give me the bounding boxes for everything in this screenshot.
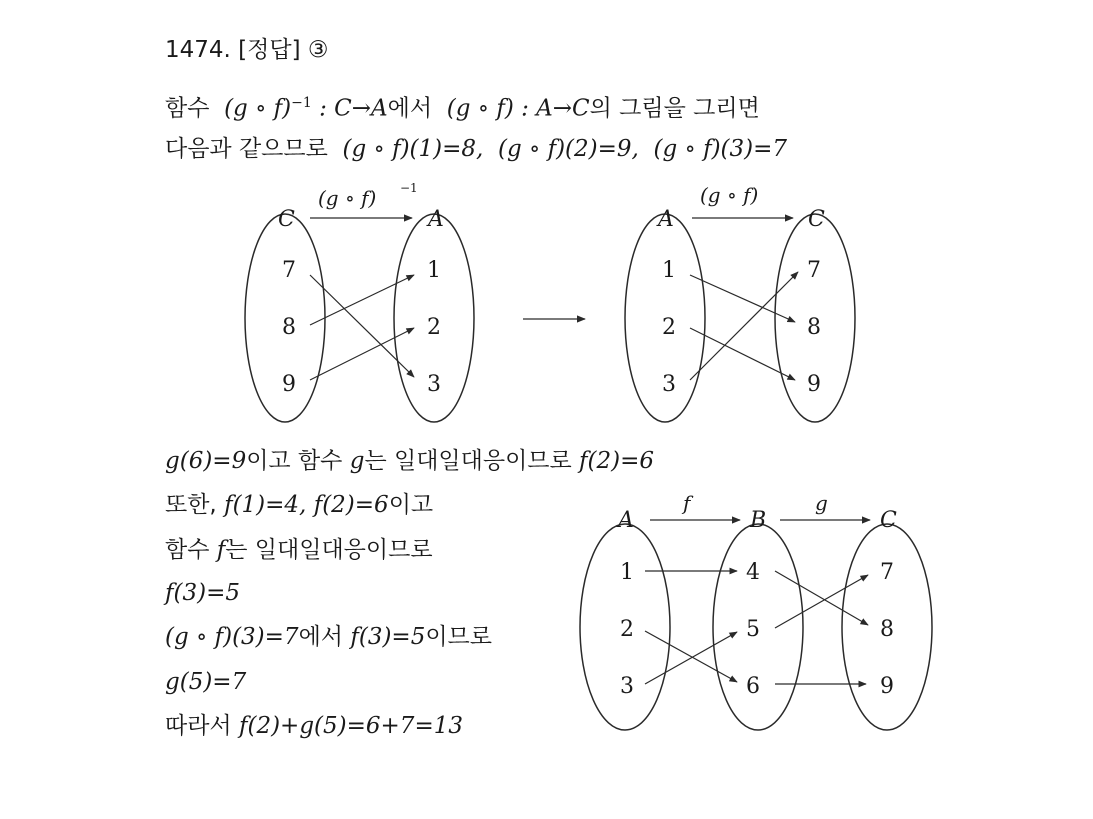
element-2-b: 2 xyxy=(662,315,676,340)
problem-header: 1474. [정답] ③ xyxy=(165,37,329,63)
map-3-7 xyxy=(690,272,798,380)
map-9-2 xyxy=(310,328,414,380)
body-text-7a: 따라서 xyxy=(165,713,232,739)
f2-eq: f(2)=6 xyxy=(579,448,655,474)
element-9-b: 9 xyxy=(807,372,821,397)
map-1-8 xyxy=(690,275,795,322)
diagram-inverse xyxy=(245,181,474,422)
intro-text-3: 의 그림을 그리면 xyxy=(589,95,760,122)
element-3-b: 3 xyxy=(662,372,676,397)
body-line-4 xyxy=(165,578,240,608)
equation-2: (g ∘ f)(2)=9, xyxy=(497,136,639,162)
body-text-1b: 이고 함수 xyxy=(246,448,343,474)
intro2-text: 다음과 같으므로 xyxy=(165,136,328,162)
body-text-2a: 또한, xyxy=(165,492,217,518)
map-5-7 xyxy=(775,575,868,628)
inverse-mapping: : C→A xyxy=(319,95,388,122)
map-2-9 xyxy=(690,328,795,380)
set-c-label-3: C xyxy=(880,508,897,533)
body-text-1d: 는 일대일대응이므로 xyxy=(364,448,572,474)
gf3-eq: (g ∘ f)(3)=7 xyxy=(165,624,299,650)
intro-text-2: 에서 xyxy=(387,95,433,122)
f2-eq-2: f(2)=6 xyxy=(313,492,389,518)
f-label: f xyxy=(683,491,691,515)
g6-eq: g(6)=9 xyxy=(165,448,247,474)
element-a2: 2 xyxy=(620,617,634,642)
inverse-function: (g ∘ f) xyxy=(224,95,292,122)
body-line-5 xyxy=(165,622,492,652)
body-text-2d: 이고 xyxy=(388,492,434,518)
element-3: 3 xyxy=(427,372,441,397)
diagram-forward xyxy=(625,183,855,422)
f3-eq: f(3)=5 xyxy=(165,580,240,606)
arrow-label-2: (g ∘ f) xyxy=(700,183,759,207)
map-8-1 xyxy=(310,275,414,325)
f3-eq-2: f(3)=5 xyxy=(350,624,426,650)
arrow-exponent: −1 xyxy=(400,181,418,195)
set-b-label-3: B xyxy=(750,508,767,533)
map-2-6 xyxy=(645,631,737,682)
body-text-3a: 함수 xyxy=(165,537,210,563)
g-label: g xyxy=(815,491,828,515)
element-b5: 5 xyxy=(746,617,760,642)
g5-eq: g(5)=7 xyxy=(165,669,247,695)
body-line-2 xyxy=(165,490,433,520)
element-b6: 6 xyxy=(746,674,760,699)
body-text-5b: 에서 xyxy=(298,624,344,650)
arrow-label: (g ∘ f) xyxy=(318,186,377,210)
element-a3: 3 xyxy=(620,674,634,699)
g-symbol: g xyxy=(349,448,365,474)
map-4-8 xyxy=(775,571,868,625)
element-8: 8 xyxy=(282,315,296,340)
set-a-label: A xyxy=(428,207,444,232)
map-3-5 xyxy=(645,632,737,684)
f-symbol: f xyxy=(216,537,226,563)
element-7-b: 7 xyxy=(807,258,821,283)
diagram-composition xyxy=(580,491,932,730)
set-c-label: C xyxy=(278,207,295,232)
set-a-label-3: A xyxy=(618,508,634,533)
intro-text-1: 함수 xyxy=(165,95,210,122)
f1-eq: f(1)=4, xyxy=(224,492,307,518)
element-1-b: 1 xyxy=(662,258,676,283)
body-text-3c: 는 일대일대응이므로 xyxy=(225,537,433,563)
body-text-5d: 이므로 xyxy=(425,624,492,650)
set-a-label-2: A xyxy=(658,207,674,232)
element-b4: 4 xyxy=(746,560,760,585)
element-8-b: 8 xyxy=(807,315,821,340)
forward-mapping: (g ∘ f) : A→C xyxy=(446,95,590,122)
element-c8: 8 xyxy=(880,617,894,642)
set-c-label-2: C xyxy=(808,207,825,232)
equation-3: (g ∘ f)(3)=7 xyxy=(653,136,788,162)
element-9: 9 xyxy=(282,372,296,397)
final-eq: f(2)+g(5)=6+7=13 xyxy=(238,713,463,739)
element-c9: 9 xyxy=(880,674,894,699)
inverse-exponent: −1 xyxy=(291,95,312,111)
body-line-6 xyxy=(165,667,246,697)
element-7: 7 xyxy=(282,258,296,283)
element-1: 1 xyxy=(427,258,441,283)
body-line-1 xyxy=(165,446,654,476)
equation-1: (g ∘ f)(1)=8, xyxy=(342,136,484,162)
element-2: 2 xyxy=(427,315,441,340)
element-a1: 1 xyxy=(620,560,634,585)
body-line-3 xyxy=(165,535,433,565)
body-line-7 xyxy=(165,711,463,741)
element-c7: 7 xyxy=(880,560,894,585)
